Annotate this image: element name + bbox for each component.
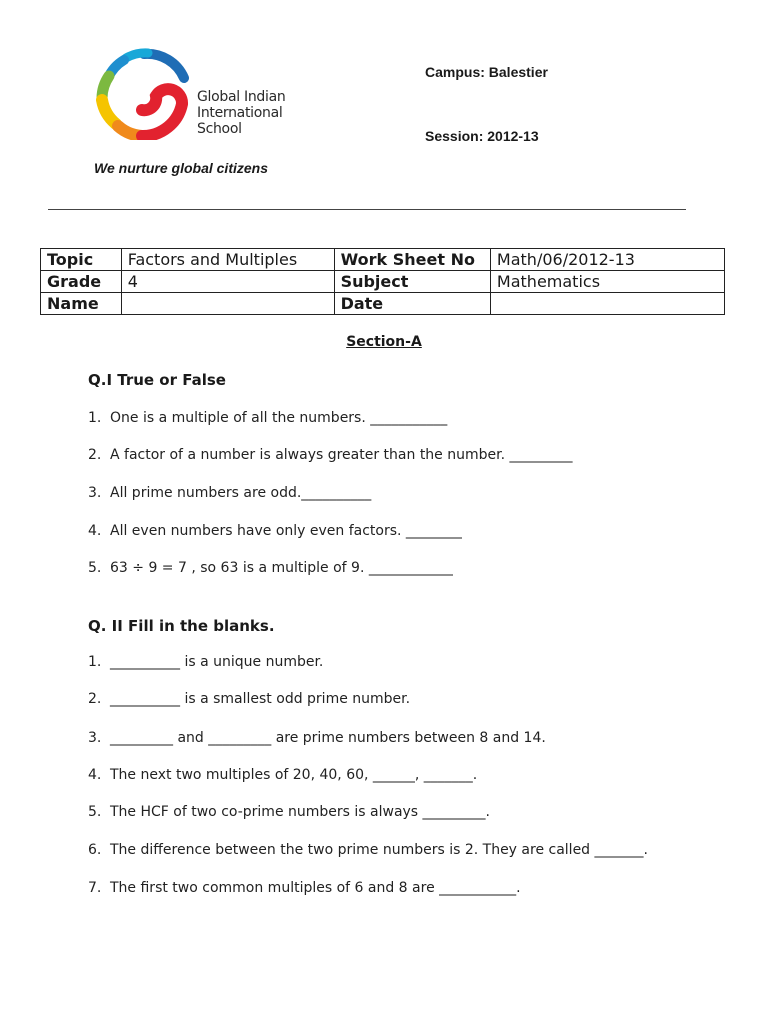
item-number: 4. [88,523,102,539]
topic-label: Topic [41,249,122,271]
item-text: The next two multiples of 20, 40, 60, ______, _______. [110,767,478,783]
item-number: 5. [88,560,102,576]
q1-item-5 [88,560,453,576]
school-name [197,89,285,137]
item-number: 4. [88,767,102,783]
school-name-line-3: School [197,121,242,137]
name-label: Name [41,293,122,315]
q2-heading: Q. II Fill in the blanks. [88,617,275,635]
table-row [41,293,725,315]
q1-item-3 [88,485,371,501]
item-text: 63 ÷ 9 = 7 , so 63 is a multiple of 9. ____________ [110,560,453,576]
table-row [41,249,725,271]
campus-label: Campus: Balestier [425,64,548,80]
q2-item-1 [88,654,323,670]
q1-item-2 [88,447,573,463]
q1-heading: Q.I True or False [88,371,226,389]
school-name-line-1: Global Indian [197,89,286,105]
item-text: __________ is a unique number. [110,654,324,670]
item-text: A factor of a number is always greater than the number. _________ [110,447,573,463]
name-field[interactable] [121,293,334,315]
table-row [41,271,725,293]
item-number: 1. [88,654,102,670]
grade-label: Grade [41,271,122,293]
item-number: 2. [88,691,102,707]
worksheet-no-label: Work Sheet No [334,249,490,271]
item-number: 7. [88,880,102,896]
session-label: Session: 2012-13 [425,128,539,144]
item-number: 2. [88,447,102,463]
item-text: __________ is a smallest odd prime number. [110,691,411,707]
q2-item-3 [88,730,546,746]
tagline: We nurture global citizens [94,160,268,176]
date-field[interactable] [490,293,724,315]
header-divider [48,209,686,210]
item-text: The first two common multiples of 6 and 8 are ___________. [110,880,521,896]
topic-value: Factors and Multiples [121,249,334,271]
item-number: 1. [88,410,102,426]
q2-item-5 [88,804,490,820]
item-text: _________ and _________ are prime numbers between 8 and 14. [110,730,546,746]
subject-value: Mathematics [490,271,724,293]
item-number: 6. [88,842,102,858]
q2-item-4 [88,767,477,783]
grade-value: 4 [121,271,334,293]
item-number: 3. [88,485,102,501]
q1-item-4 [88,523,462,539]
q2-item-7 [88,880,521,896]
school-logo [96,48,192,140]
item-text: All even numbers have only even factors. ________ [110,523,462,539]
item-text: One is a multiple of all the numbers. ___________ [110,410,448,426]
item-number: 3. [88,730,102,746]
q2-item-6 [88,842,648,858]
item-text: The HCF of two co-prime numbers is always _________. [110,804,490,820]
worksheet-info-table [40,248,725,315]
item-text: All prime numbers are odd.__________ [110,485,372,501]
q2-item-2 [88,691,410,707]
section-title: Section-A [346,334,422,350]
item-text: The difference between the two prime numbers is 2. They are called _______. [110,842,648,858]
school-name-line-2: International [197,105,283,121]
worksheet-no-value: Math/06/2012-13 [490,249,724,271]
q1-item-1 [88,410,447,426]
subject-label: Subject [334,271,490,293]
item-number: 5. [88,804,102,820]
date-label: Date [334,293,490,315]
